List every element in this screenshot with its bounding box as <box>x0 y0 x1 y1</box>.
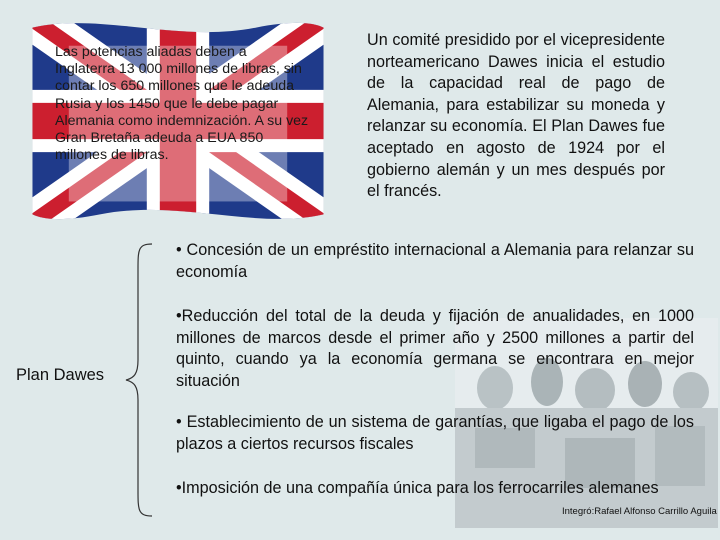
plan-point-loan: • Concesión de un empréstito internacional a Alemania para relanzar su economía <box>176 241 694 281</box>
left-brace <box>122 240 162 520</box>
plan-dawes-label: Plan Dawes <box>16 366 105 384</box>
plan-point-debt-reduction: •Reducción del total de la deuda y fijación de anualidades, en 1000 millones de marcos desde el primer año y 2500 millones a partir del quinto, cuando ya la economía germana se encontrara en mejor situación <box>176 307 694 390</box>
author-credit: Integró:Rafael Alfonso Carrillo Aguila <box>562 506 717 517</box>
plan-intro-paragraph: Un comité presidido por el vicepresidente norteamericano Dawes inicia el estudio de la capacidad real de pago de Alemania, para estabilizar su moneda y relanzar su economía. El Plan Dawes fue aceptado en agosto de 1924 por el gobierno alemán y un mes después por el francés. <box>367 31 665 201</box>
plan-point-guarantees: • Establecimiento de un sistema de garantías, que ligaba el pago de los plazos a ciertos recursos fiscales <box>176 413 694 453</box>
plan-point-railways: •Imposición de una compañía única para los ferrocarriles alemanes <box>176 479 659 497</box>
debt-note: Las potencias aliadas deben a Inglaterra 13 000 millones de libras, sin contar los 650 millones que le adeuda Rusia y los 1450 que le debe pagar Alemania como indemnización. A su vez Gran Bretaña adeuda a EUA 850 millones de libras. <box>55 44 309 164</box>
